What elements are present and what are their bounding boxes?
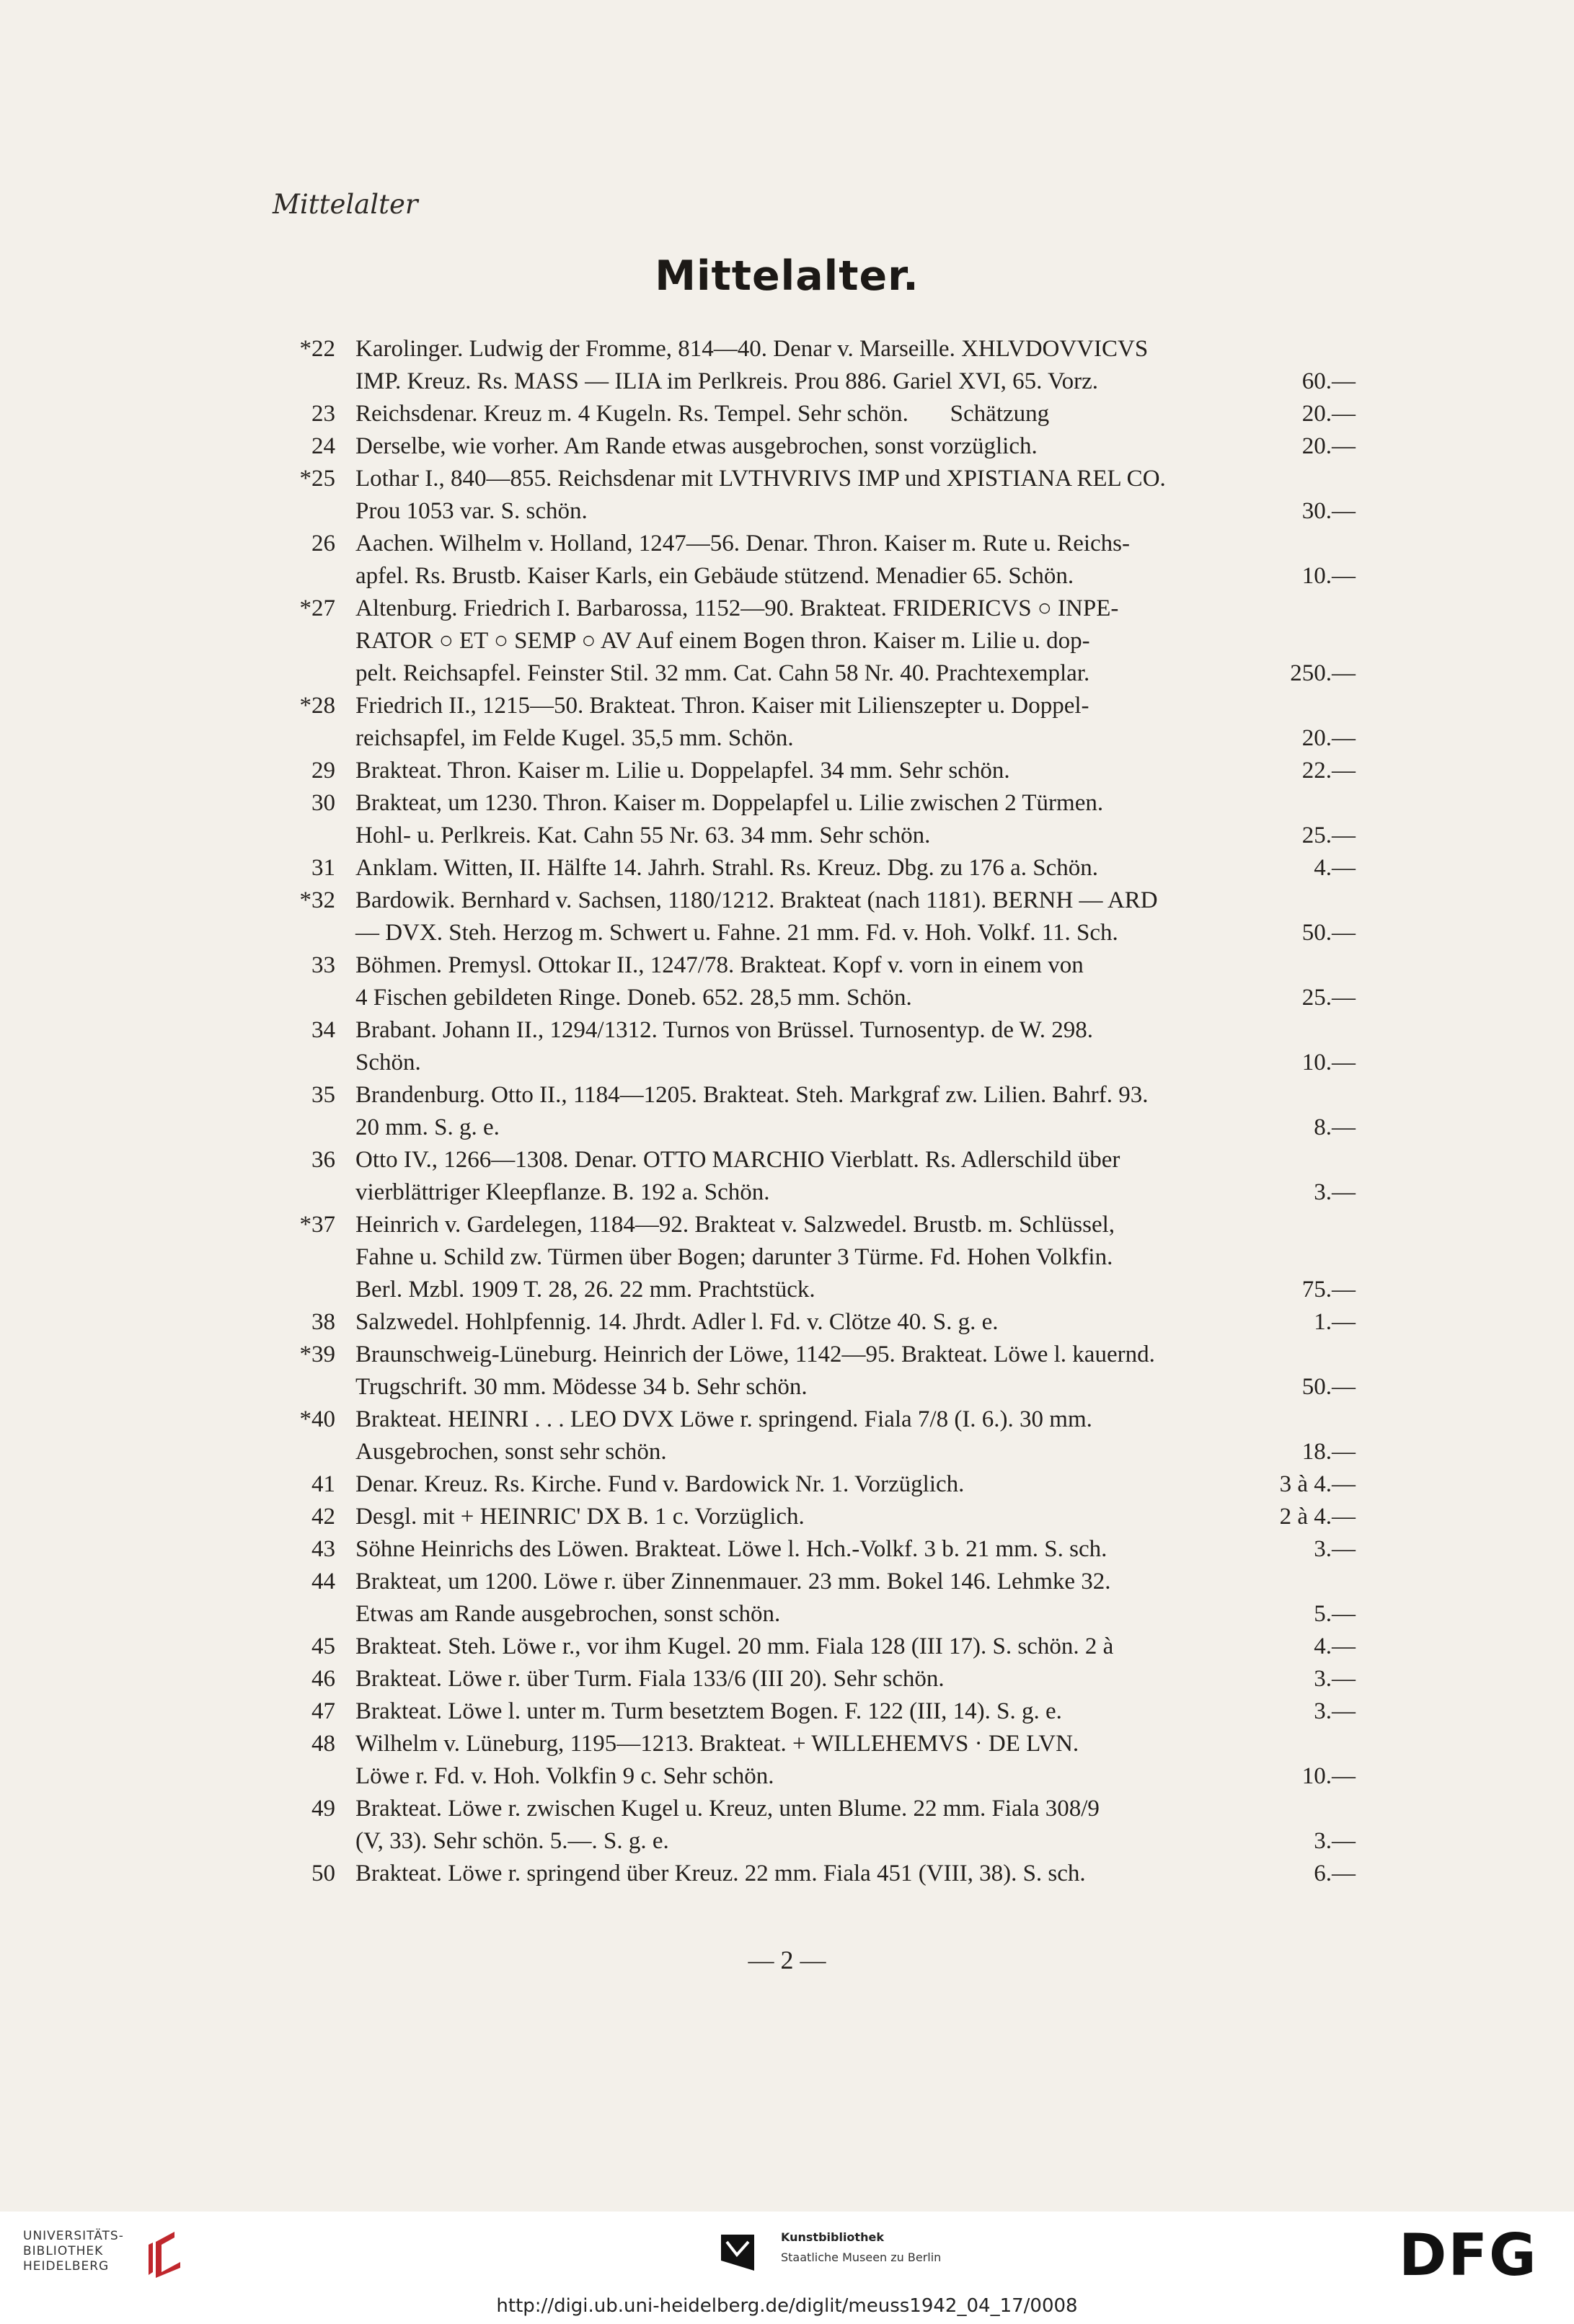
lot-number: 34 (311, 1017, 335, 1043)
description-text: Ausgebrochen, sonst sehr schön. (355, 1439, 667, 1465)
estimate-price: 75.— (1301, 1277, 1356, 1303)
description-line (355, 917, 1356, 949)
description-text: Salzwedel. Hohlpfennig. 14. Jhrdt. Adler l. Fd. v. Clötze 40. S. g. e. (355, 1309, 999, 1335)
description-text: Lothar I., 840—855. Reichsdenar mit LVTHVRIVS IMP und XPISTIANA REL CO. (355, 466, 1166, 492)
catalogue-entry (274, 1793, 1356, 1858)
library-name-line2: BIBLIOTHEK (23, 2244, 104, 2258)
lot-description (355, 1468, 1356, 1501)
lot-number: *22 (299, 336, 335, 362)
estimate-price: 50.— (1301, 920, 1356, 946)
description-text: Hohl- u. Perlkreis. Kat. Cahn 55 Nr. 63. 34 mm. Sehr schön. (355, 822, 931, 848)
description-line (355, 1014, 1356, 1047)
lot-number: 43 (311, 1536, 335, 1562)
description-line (355, 982, 1356, 1014)
description-line (355, 787, 1356, 820)
estimate-price: 25.— (1301, 822, 1356, 848)
description-line (355, 1825, 1356, 1858)
description-text: Brabant. Johann II., 1294/1312. Turnos von Brüssel. Turnosentyp. de W. 298. (355, 1017, 1094, 1043)
description-text: RATOR ○ ET ○ SEMP ○ AV Auf einem Bogen thron. Kaiser m. Lilie u. dop- (355, 628, 1090, 654)
estimate-price: 3 à 4.— (1279, 1471, 1356, 1497)
catalogue-entry (274, 1631, 1356, 1663)
estimate-price: 5.— (1314, 1601, 1356, 1627)
lot-description (355, 1079, 1356, 1144)
description-text: Aachen. Wilhelm v. Holland, 1247—56. Denar. Thron. Kaiser m. Rute u. Reichs- (355, 531, 1131, 556)
description-text: Brakteat, um 1200. Löwe r. über Zinnenmauer. 23 mm. Bokel 146. Lehmke 32. (355, 1569, 1111, 1595)
description-text: Friedrich II., 1215—50. Brakteat. Thron. Kaiser mit Lilienszepter u. Doppel- (355, 693, 1089, 719)
lot-description (355, 1209, 1356, 1306)
lot-description (355, 1566, 1356, 1631)
description-text: Otto IV., 1266—1308. Denar. OTTO MARCHIO Vierblatt. Rs. Adlerschild über (355, 1147, 1120, 1173)
lot-number: *40 (299, 1406, 335, 1432)
description-line (355, 528, 1356, 560)
catalogue-entry (274, 884, 1356, 949)
description-text: Böhmen. Premysl. Ottokar II., 1247/78. Brakteat. Kopf v. vorn in einem von (355, 952, 1084, 978)
description-line (355, 1079, 1356, 1112)
catalogue-entry (274, 1501, 1356, 1533)
description-text: Brakteat. Thron. Kaiser m. Lilie u. Doppelapfel. 34 mm. Sehr schön. (355, 758, 1010, 784)
catalogue-entry (274, 1014, 1356, 1079)
description-line (355, 1598, 1356, 1631)
description-text: Bardowik. Bernhard v. Sachsen, 1180/1212. Brakteat (nach 1181). BERNH — ARD (355, 887, 1158, 913)
description-line (355, 1176, 1356, 1209)
description-text: Denar. Kreuz. Rs. Kirche. Fund v. Bardowick Nr. 1. Vorzüglich. (355, 1471, 965, 1497)
lot-number: 42 (311, 1504, 335, 1530)
catalogue-entry (274, 1695, 1356, 1728)
lot-number: 26 (311, 531, 335, 556)
description-text: (V, 33). Sehr schön. 5.—. S. g. e. (355, 1828, 669, 1854)
lot-number: 46 (311, 1666, 335, 1692)
estimate-price: 22.— (1301, 758, 1356, 784)
description-line (355, 463, 1356, 495)
catalogue-entry (274, 1566, 1356, 1631)
estimate-price: 20.— (1301, 401, 1356, 427)
lot-number: 48 (311, 1731, 335, 1757)
lot-number: 23 (311, 401, 335, 427)
catalogue-entry (274, 398, 1356, 430)
description-text: Wilhelm v. Lüneburg, 1195—1213. Brakteat. + WILLEHEMVS · DE LVN. (355, 1731, 1079, 1757)
catalogue-entry (274, 1209, 1356, 1306)
description-text: apfel. Rs. Brustb. Kaiser Karls, ein Gebäude stützend. Menadier 65. Schön. (355, 563, 1074, 589)
description-text: IMP. Kreuz. Rs. MASS — ILIA im Perlkreis. Prou 886. Gariel XVI, 65. Vorz. (355, 368, 1098, 394)
estimate-price: 3.— (1314, 1536, 1356, 1562)
description-text: 20 mm. S. g. e. (355, 1114, 500, 1140)
description-line (355, 1209, 1356, 1241)
university-library-logo[interactable] (23, 2229, 124, 2274)
lot-number: 35 (311, 1082, 335, 1108)
library-name-line1: UNIVERSITÄTS- (23, 2229, 124, 2243)
lot-description (355, 755, 1356, 787)
description-text: Brakteat. HEINRI . . . LEO DVX Löwe r. springend. Fiala 7/8 (I. 6.). 30 mm. (355, 1406, 1092, 1432)
description-text: Söhne Heinrichs des Löwen. Brakteat. Löwe l. Hch.-Volkf. 3 b. 21 mm. S. sch. (355, 1536, 1107, 1562)
description-text: Schön. (355, 1050, 421, 1075)
estimate-price: 4.— (1314, 1633, 1356, 1659)
kunstbibliothek-subtitle: Staatliche Museen zu Berlin (781, 2250, 942, 2264)
catalogue-entry (274, 852, 1356, 884)
estimate-price: 30.— (1301, 498, 1356, 524)
description-line (355, 1695, 1356, 1728)
lot-description (355, 593, 1356, 690)
lot-number: *25 (299, 466, 335, 492)
lot-description (355, 852, 1356, 884)
catalogue-entry (274, 1306, 1356, 1339)
description-text: Heinrich v. Gardelegen, 1184—92. Brakteat v. Salzwedel. Brustb. m. Schlüssel, (355, 1212, 1115, 1238)
catalogue-entry (274, 528, 1356, 593)
description-text: Derselbe, wie vorher. Am Rande etwas ausgebrochen, sonst vorzüglich. (355, 433, 1038, 459)
catalogue-entry (274, 1858, 1356, 1890)
estimate-price: 250.— (1290, 660, 1356, 686)
description-text: 4 Fischen gebildeten Ringe. Doneb. 652. 28,5 mm. Schön. (355, 985, 912, 1011)
description-line (355, 593, 1356, 625)
estimate-price: 60.— (1301, 368, 1356, 394)
description-text: Prou 1053 var. S. schön. (355, 498, 588, 524)
description-text: Brakteat. Löwe l. unter m. Turm besetztem Bogen. F. 122 (III, 14). S. g. e. (355, 1698, 1062, 1724)
description-text: reichsapfel, im Felde Kugel. 35,5 mm. Schön. (355, 725, 794, 751)
lot-number: 31 (311, 855, 335, 881)
permalink[interactable]: http://digi.ub.uni-heidelberg.de/diglit/meuss1942_04_17/0008 (496, 2295, 1078, 2317)
lot-description (355, 463, 1356, 528)
estimate-price: 3.— (1314, 1666, 1356, 1692)
lot-description (355, 1339, 1356, 1403)
description-text: Reichsdenar. Kreuz m. 4 Kugeln. Rs. Tempel. Sehr schön. Schätzung (355, 401, 1050, 427)
lot-description (355, 1533, 1356, 1566)
lot-number: 49 (311, 1796, 335, 1822)
lot-description (355, 1631, 1356, 1663)
lot-number: *39 (299, 1341, 335, 1367)
estimate-price: 50.— (1301, 1374, 1356, 1400)
catalogue-entry (274, 1403, 1356, 1468)
lot-description (355, 1858, 1356, 1890)
description-line (355, 1047, 1356, 1079)
catalogue-entry (274, 1728, 1356, 1793)
description-line (355, 398, 1356, 430)
description-text: Brakteat, um 1230. Thron. Kaiser m. Doppelapfel u. Lilie zwischen 2 Türmen. (355, 790, 1104, 816)
description-text: Braunschweig-Lüneburg. Heinrich der Löwe, 1142—95. Brakteat. Löwe l. kauernd. (355, 1341, 1155, 1367)
description-text: Löwe r. Fd. v. Hoh. Volkfin 9 c. Sehr schön. (355, 1763, 774, 1789)
description-text: Berl. Mzbl. 1909 T. 28, 26. 22 mm. Prachtstück. (355, 1277, 815, 1303)
description-line (355, 560, 1356, 593)
description-line (355, 625, 1356, 657)
lot-number: *37 (299, 1212, 335, 1238)
lot-number: 50 (311, 1860, 335, 1886)
description-line (355, 1371, 1356, 1403)
catalogue-entries (274, 333, 1356, 1890)
description-line (355, 495, 1356, 528)
description-line (355, 1403, 1356, 1436)
kunstbibliothek-logo-icon (721, 2235, 754, 2271)
running-head: Mittelalter (273, 189, 418, 220)
description-line (355, 1858, 1356, 1890)
catalogue-entry (274, 755, 1356, 787)
estimate-price: 3.— (1314, 1698, 1356, 1724)
description-line (355, 1631, 1356, 1663)
catalogue-entry (274, 1144, 1356, 1209)
description-text: pelt. Reichsapfel. Feinster Stil. 32 mm. Cat. Cahn 58 Nr. 40. Prachtexemplar. (355, 660, 1090, 686)
lot-number: *27 (299, 595, 335, 621)
lot-description (355, 398, 1356, 430)
estimate-price: 1.— (1314, 1309, 1356, 1335)
catalogue-entry (274, 787, 1356, 852)
lot-description (355, 1793, 1356, 1858)
lot-description (355, 333, 1356, 398)
description-line (355, 365, 1356, 398)
catalogue-entry (274, 1663, 1356, 1695)
lot-description (355, 1663, 1356, 1695)
description-line (355, 1112, 1356, 1144)
description-line (355, 1339, 1356, 1371)
description-line (355, 1144, 1356, 1176)
description-line (355, 657, 1356, 690)
description-line (355, 1436, 1356, 1468)
description-line (355, 1241, 1356, 1274)
estimate-price: 10.— (1301, 1050, 1356, 1075)
description-line (355, 1306, 1356, 1339)
description-line (355, 1793, 1356, 1825)
description-text: — DVX. Steh. Herzog m. Schwert u. Fahne. 21 mm. Fd. v. Hoh. Volkf. 11. Sch. (355, 920, 1118, 946)
description-line (355, 722, 1356, 755)
description-line (355, 949, 1356, 982)
lot-description (355, 1728, 1356, 1793)
lot-number: 24 (311, 433, 335, 459)
estimate-price: 18.— (1301, 1439, 1356, 1465)
lot-number: 47 (311, 1698, 335, 1724)
estimate-price: 3.— (1314, 1179, 1356, 1205)
estimate-price: 8.— (1314, 1114, 1356, 1140)
catalogue-entry (274, 593, 1356, 690)
lot-description (355, 1306, 1356, 1339)
estimate-price: 25.— (1301, 985, 1356, 1011)
lot-description (355, 787, 1356, 852)
catalogue-entry (274, 1339, 1356, 1403)
lot-number: 41 (311, 1471, 335, 1497)
estimate-price: 3.— (1314, 1828, 1356, 1854)
lot-description (355, 528, 1356, 593)
lot-description (355, 1695, 1356, 1728)
description-text: Brakteat. Steh. Löwe r., vor ihm Kugel. 20 mm. Fiala 128 (III 17). S. schön. 2 à (355, 1633, 1114, 1659)
description-line (355, 333, 1356, 365)
lot-number: 29 (311, 758, 335, 784)
estimate-price: 20.— (1301, 725, 1356, 751)
dfg-logo[interactable]: DFG (1399, 2222, 1538, 2289)
estimate-price: 2 à 4.— (1279, 1504, 1356, 1530)
lot-number: 45 (311, 1633, 335, 1659)
lot-number: 30 (311, 790, 335, 816)
lot-description (355, 1014, 1356, 1079)
estimate-price: 4.— (1314, 855, 1356, 881)
lot-number: 36 (311, 1147, 335, 1173)
description-line (355, 690, 1356, 722)
description-line (355, 884, 1356, 917)
description-line (355, 1728, 1356, 1760)
description-line (355, 1468, 1356, 1501)
description-line (355, 1760, 1356, 1793)
page-number: — 2 — (748, 1946, 826, 1974)
description-text: Anklam. Witten, II. Hälfte 14. Jahrh. Strahl. Rs. Kreuz. Dbg. zu 176 a. Schön. (355, 855, 1099, 881)
description-text: Desgl. mit + HEINRIC' DX B. 1 c. Vorzüglich. (355, 1504, 805, 1530)
kunstbibliothek-name[interactable]: Kunstbibliothek (781, 2230, 884, 2244)
catalogue-entry (274, 1079, 1356, 1144)
page-title: Mittelalter. (655, 252, 919, 300)
catalogue-entry (274, 333, 1356, 398)
description-text: Karolinger. Ludwig der Fromme, 814—40. Denar v. Marseille. XHLVDOVVICVS (355, 336, 1149, 362)
description-text: Trugschrift. 30 mm. Mödesse 34 b. Sehr schön. (355, 1374, 808, 1400)
estimate-price: 6.— (1314, 1860, 1356, 1886)
estimate-price: 10.— (1301, 1763, 1356, 1789)
lot-number: 33 (311, 952, 335, 978)
lot-description (355, 884, 1356, 949)
description-line (355, 430, 1356, 463)
description-line (355, 755, 1356, 787)
catalogue-entry (274, 1533, 1356, 1566)
lot-description (355, 1144, 1356, 1209)
description-text: Brakteat. Löwe r. springend über Kreuz. 22 mm. Fiala 451 (VIII, 38). S. sch. (355, 1860, 1086, 1886)
lot-description (355, 1403, 1356, 1468)
description-text: Brakteat. Löwe r. über Turm. Fiala 133/6 (III 20). Sehr schön. (355, 1666, 945, 1692)
catalogue-entry (274, 1468, 1356, 1501)
description-text: vierblättriger Kleepflanze. B. 192 a. Schön. (355, 1179, 770, 1205)
catalogue-entry (274, 463, 1356, 528)
description-line (355, 820, 1356, 852)
description-text: Brakteat. Löwe r. zwischen Kugel u. Kreuz, unten Blume. 22 mm. Fiala 308/9 (355, 1796, 1100, 1822)
description-text: Brandenburg. Otto II., 1184—1205. Brakteat. Steh. Markgraf zw. Lilien. Bahrf. 93. (355, 1082, 1149, 1108)
lot-number: 44 (311, 1569, 335, 1595)
lot-description (355, 690, 1356, 755)
lot-number: *32 (299, 887, 335, 913)
estimate-price: 10.— (1301, 563, 1356, 589)
description-line (355, 852, 1356, 884)
library-name-line3: HEIDELBERG (23, 2259, 110, 2274)
lot-description (355, 1501, 1356, 1533)
description-line (355, 1274, 1356, 1306)
description-text: Altenburg. Friedrich I. Barbarossa, 1152—90. Brakteat. FRIDERICVS ○ INPE- (355, 595, 1119, 621)
description-line (355, 1663, 1356, 1695)
description-line (355, 1566, 1356, 1598)
lot-number: *28 (299, 693, 335, 719)
lot-description (355, 430, 1356, 463)
description-line (355, 1533, 1356, 1566)
library-mark-icon (141, 2229, 189, 2279)
description-text: Etwas am Rande ausgebrochen, sonst schön. (355, 1601, 781, 1627)
catalogue-entry (274, 430, 1356, 463)
description-line (355, 1501, 1356, 1533)
estimate-price: 20.— (1301, 433, 1356, 459)
lot-number: 38 (311, 1309, 335, 1335)
lot-description (355, 949, 1356, 1014)
description-text: Fahne u. Schild zw. Türmen über Bogen; darunter 3 Türme. Fd. Hohen Volkfin. (355, 1244, 1113, 1270)
catalogue-entry (274, 690, 1356, 755)
catalogue-entry (274, 949, 1356, 1014)
